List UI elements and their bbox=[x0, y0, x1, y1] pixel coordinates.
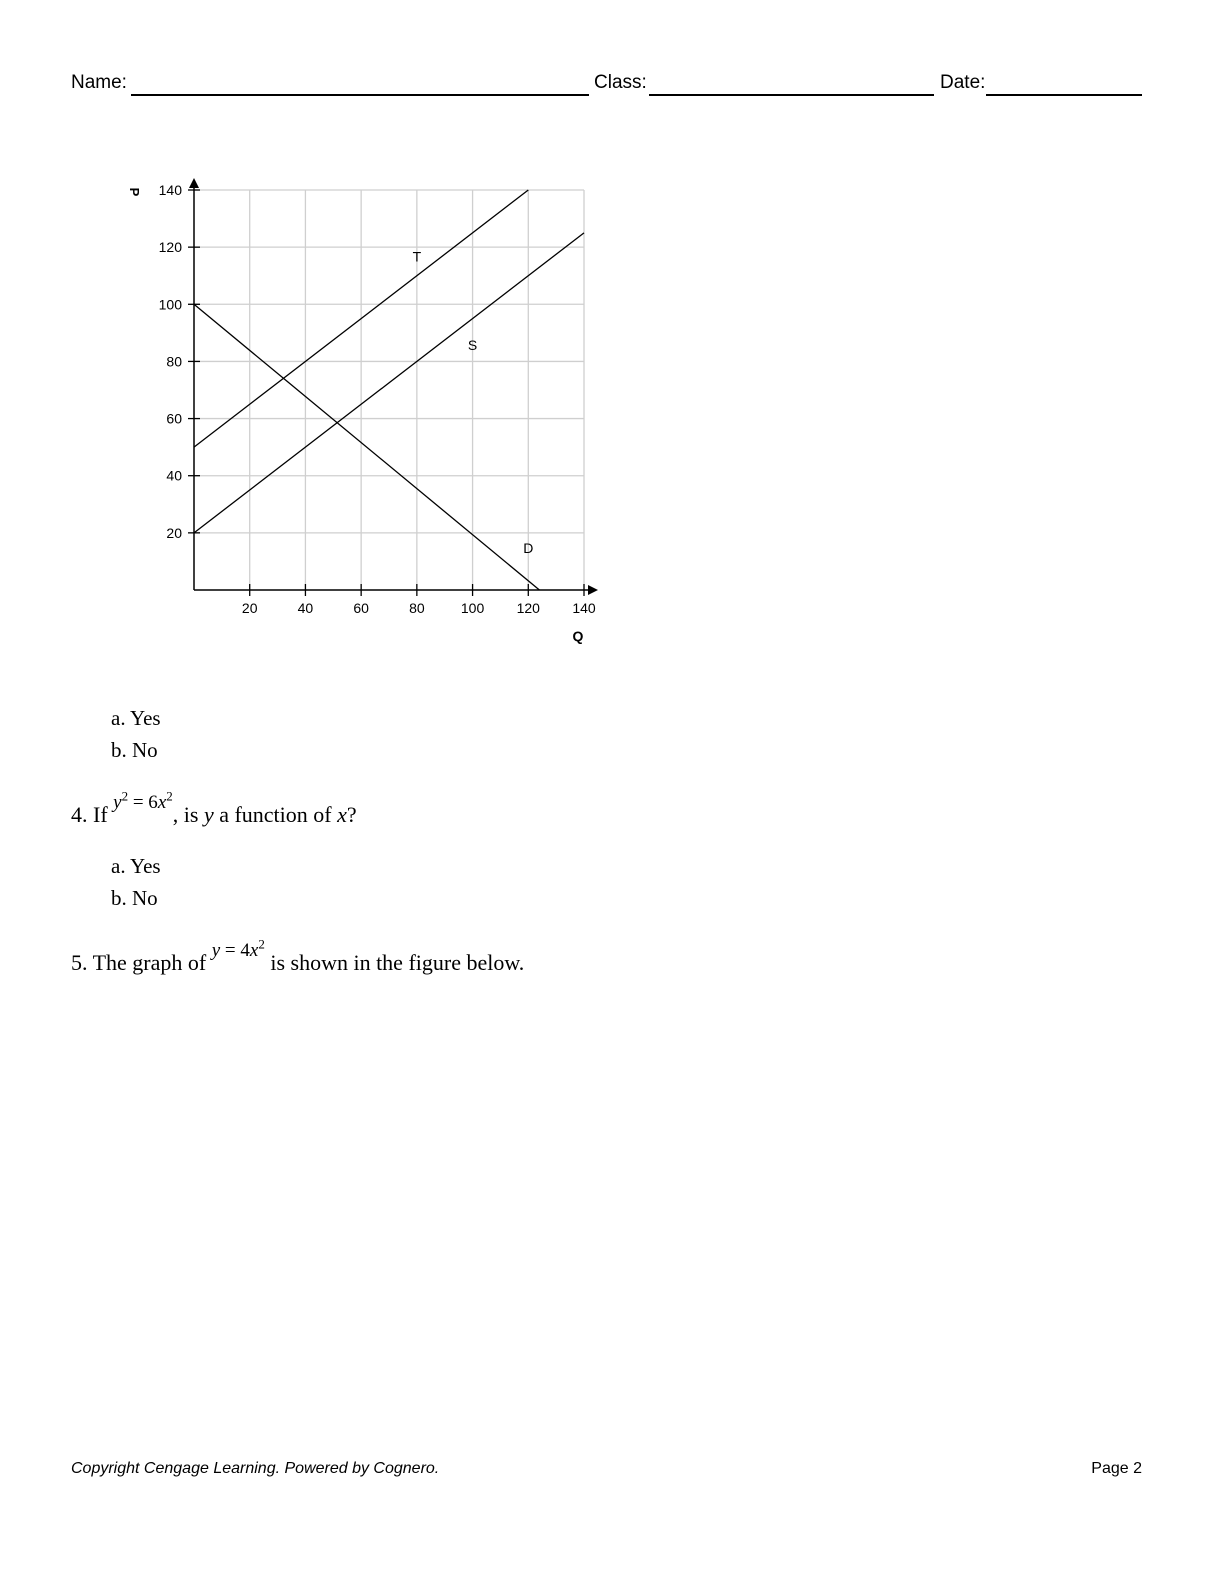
q4-text-b: a function of bbox=[213, 802, 338, 827]
y-tick-label: 80 bbox=[166, 353, 182, 370]
q4-eq-var: x bbox=[157, 792, 167, 813]
q5-eq-var: x bbox=[249, 940, 259, 961]
y-axis-arrow bbox=[189, 178, 199, 188]
y-tick-label: 140 bbox=[158, 182, 182, 198]
question-4 bbox=[71, 788, 357, 828]
series-line-s bbox=[194, 233, 584, 533]
q4-text-a: , is bbox=[172, 802, 204, 827]
date-field[interactable] bbox=[986, 94, 1142, 96]
q5-eq-exp: 2 bbox=[258, 936, 265, 952]
q5-eq-mid: = 4 bbox=[220, 940, 250, 961]
q4-eq-mid: = 6 bbox=[128, 792, 158, 813]
x-tick-label: 140 bbox=[572, 600, 596, 616]
q5-prefix: 5. The graph of bbox=[71, 950, 207, 975]
student-info-header bbox=[71, 70, 1142, 98]
y-tick-label: 40 bbox=[166, 467, 182, 484]
supply-demand-chart bbox=[120, 170, 610, 665]
q4-option-b[interactable]: b. No bbox=[111, 886, 158, 910]
q5-eq-lhs: y bbox=[211, 940, 221, 961]
y-tick-label: 100 bbox=[158, 296, 182, 313]
series-line-d bbox=[194, 304, 539, 590]
y-tick-label: 20 bbox=[166, 524, 182, 541]
x-tick-label: 60 bbox=[353, 600, 369, 616]
x-axis-arrow bbox=[588, 585, 598, 595]
page-number: Page 2 bbox=[1091, 1460, 1142, 1477]
q4-text-y: y bbox=[203, 802, 214, 827]
grid-lines bbox=[194, 190, 584, 590]
x-tick-label: 100 bbox=[460, 600, 485, 616]
chart-svg bbox=[120, 170, 610, 660]
date-label: Date: bbox=[940, 72, 986, 93]
copyright-text: Copyright Cengage Learning. Powered by Cognero. bbox=[71, 1460, 440, 1477]
question-5 bbox=[71, 936, 525, 976]
class-field[interactable] bbox=[649, 94, 934, 96]
q5-suffix: is shown in the figure below. bbox=[270, 950, 525, 975]
x-tick-label: 40 bbox=[297, 600, 314, 616]
series-lines bbox=[194, 190, 584, 590]
name-label: Name: bbox=[71, 72, 127, 93]
q4-eq-exp2: 2 bbox=[166, 788, 173, 804]
series-label-t: T bbox=[412, 248, 422, 265]
q4-prefix: 4. If bbox=[71, 802, 108, 827]
y-tick-label: 60 bbox=[166, 410, 182, 427]
q4-eq-lhs: y bbox=[113, 792, 122, 813]
q4-text-x: x bbox=[337, 802, 347, 827]
q3-option-a[interactable]: a. Yes bbox=[111, 706, 161, 730]
q4-text-c: ? bbox=[346, 802, 357, 827]
x-tick-label: 20 bbox=[241, 600, 258, 616]
class-label: Class: bbox=[594, 72, 647, 93]
name-field[interactable] bbox=[131, 94, 589, 96]
x-axis-label: Q bbox=[572, 628, 584, 644]
q3-option-b[interactable]: b. No bbox=[111, 738, 158, 762]
series-label-d: D bbox=[523, 539, 534, 556]
y-tick-label: 120 bbox=[158, 239, 182, 256]
x-tick-label: 120 bbox=[516, 600, 540, 616]
q5-equation bbox=[211, 936, 265, 961]
series-label-s: S bbox=[467, 337, 478, 353]
q4-eq-exp1: 2 bbox=[121, 788, 129, 804]
x-tick-label: 80 bbox=[409, 600, 425, 616]
q4-equation bbox=[113, 788, 173, 813]
q4-option-a[interactable]: a. Yes bbox=[111, 854, 161, 878]
y-axis-label: P bbox=[127, 187, 142, 197]
